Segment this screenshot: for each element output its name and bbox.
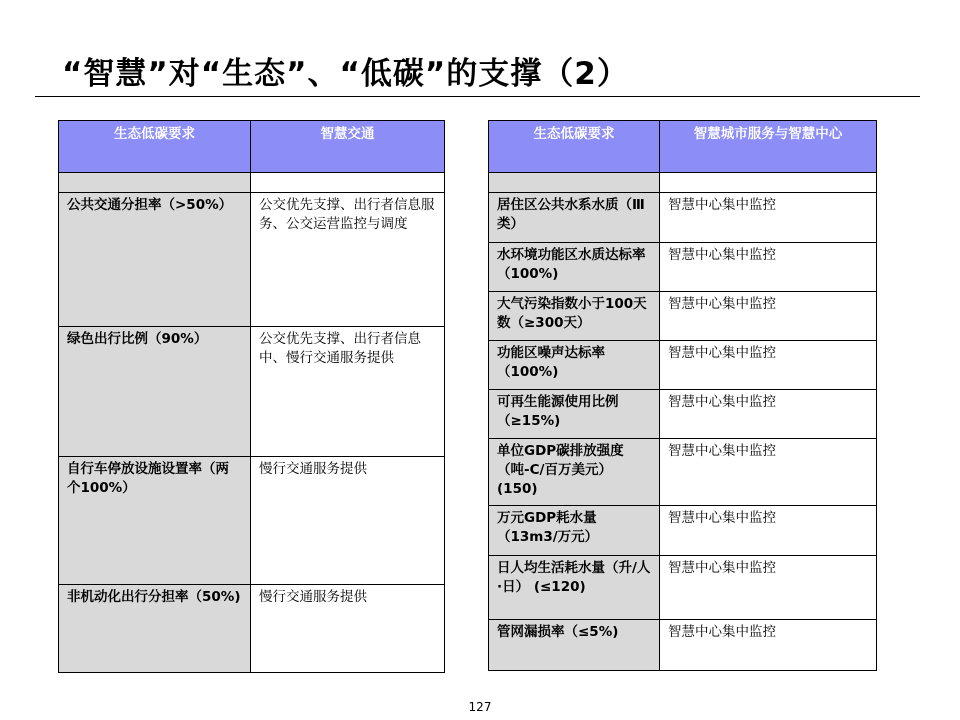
support-cell: 智慧中心集中监控: [660, 506, 877, 556]
support-cell: 智慧中心集中监控: [660, 243, 877, 292]
header-smart-transport: 智慧交通: [251, 121, 445, 173]
support-cell: 智慧中心集中监控: [660, 193, 877, 243]
support-cell: 智慧中心集中监控: [660, 620, 877, 671]
table-row: [489, 243, 877, 292]
table-row: [489, 193, 877, 243]
requirement-cell: 居住区公共水系水质（Ⅲ类）: [489, 193, 660, 243]
table-row: [489, 620, 877, 671]
requirement-cell: 功能区噪声达标率（100%): [489, 341, 660, 390]
smart-city-service-table: [488, 120, 877, 671]
support-cell: 慢行交通服务提供: [251, 457, 445, 585]
support-cell: 公交优先支撑、出行者信息服务、公交运营监控与调度: [251, 193, 445, 327]
support-cell: 智慧中心集中监控: [660, 341, 877, 390]
support-cell: 智慧中心集中监控: [660, 292, 877, 341]
table-row: [59, 193, 445, 327]
table-row: [489, 292, 877, 341]
header-requirement: 生态低碳要求: [489, 121, 660, 173]
requirement-cell: 管网漏损率（≤5%): [489, 620, 660, 671]
table-header-row: [489, 121, 877, 173]
table-header-row: [59, 121, 445, 173]
header-smart-city-service: 智慧城市服务与智慧中心: [660, 121, 877, 173]
requirement-cell: 公共交通分担率（>50%）: [59, 193, 251, 327]
support-cell: 智慧中心集中监控: [660, 556, 877, 620]
slide-title: “智慧”对“生态”、“低碳”的支撑（2）: [62, 56, 629, 92]
smart-transport-table: [58, 120, 445, 673]
table-row: [489, 439, 877, 506]
table-spacer-row: [59, 173, 445, 193]
requirement-cell: 可再生能源使用比例（≥15%): [489, 390, 660, 439]
table-row: [489, 506, 877, 556]
requirement-cell: 非机动化出行分担率（50%): [59, 585, 251, 673]
table-row: [489, 390, 877, 439]
title-divider: [35, 96, 920, 97]
table-row: [59, 457, 445, 585]
support-cell: 慢行交通服务提供: [251, 585, 445, 673]
table-row: [59, 585, 445, 673]
requirement-cell: 大气污染指数小于100天数（≥300天）: [489, 292, 660, 341]
requirement-cell: 万元GDP耗水量（13m3/万元）: [489, 506, 660, 556]
support-cell: 公交优先支撑、出行者信息中、慢行交通服务提供: [251, 327, 445, 457]
requirement-cell: 日人均生活耗水量（升/人·日） (≤120): [489, 556, 660, 620]
support-cell: 智慧中心集中监控: [660, 439, 877, 506]
header-requirement: 生态低碳要求: [59, 121, 251, 173]
table-row: [59, 327, 445, 457]
requirement-cell: 绿色出行比例（90%）: [59, 327, 251, 457]
page-number: 127: [468, 700, 492, 714]
requirement-cell: 单位GDP碳排放强度（吨-C/百万美元）(150): [489, 439, 660, 506]
table-spacer-row: [489, 173, 877, 193]
requirement-cell: 自行车停放设施设置率（两个100%）: [59, 457, 251, 585]
table-row: [489, 341, 877, 390]
table-row: [489, 556, 877, 620]
support-cell: 智慧中心集中监控: [660, 390, 877, 439]
requirement-cell: 水环境功能区水质达标率（100%): [489, 243, 660, 292]
